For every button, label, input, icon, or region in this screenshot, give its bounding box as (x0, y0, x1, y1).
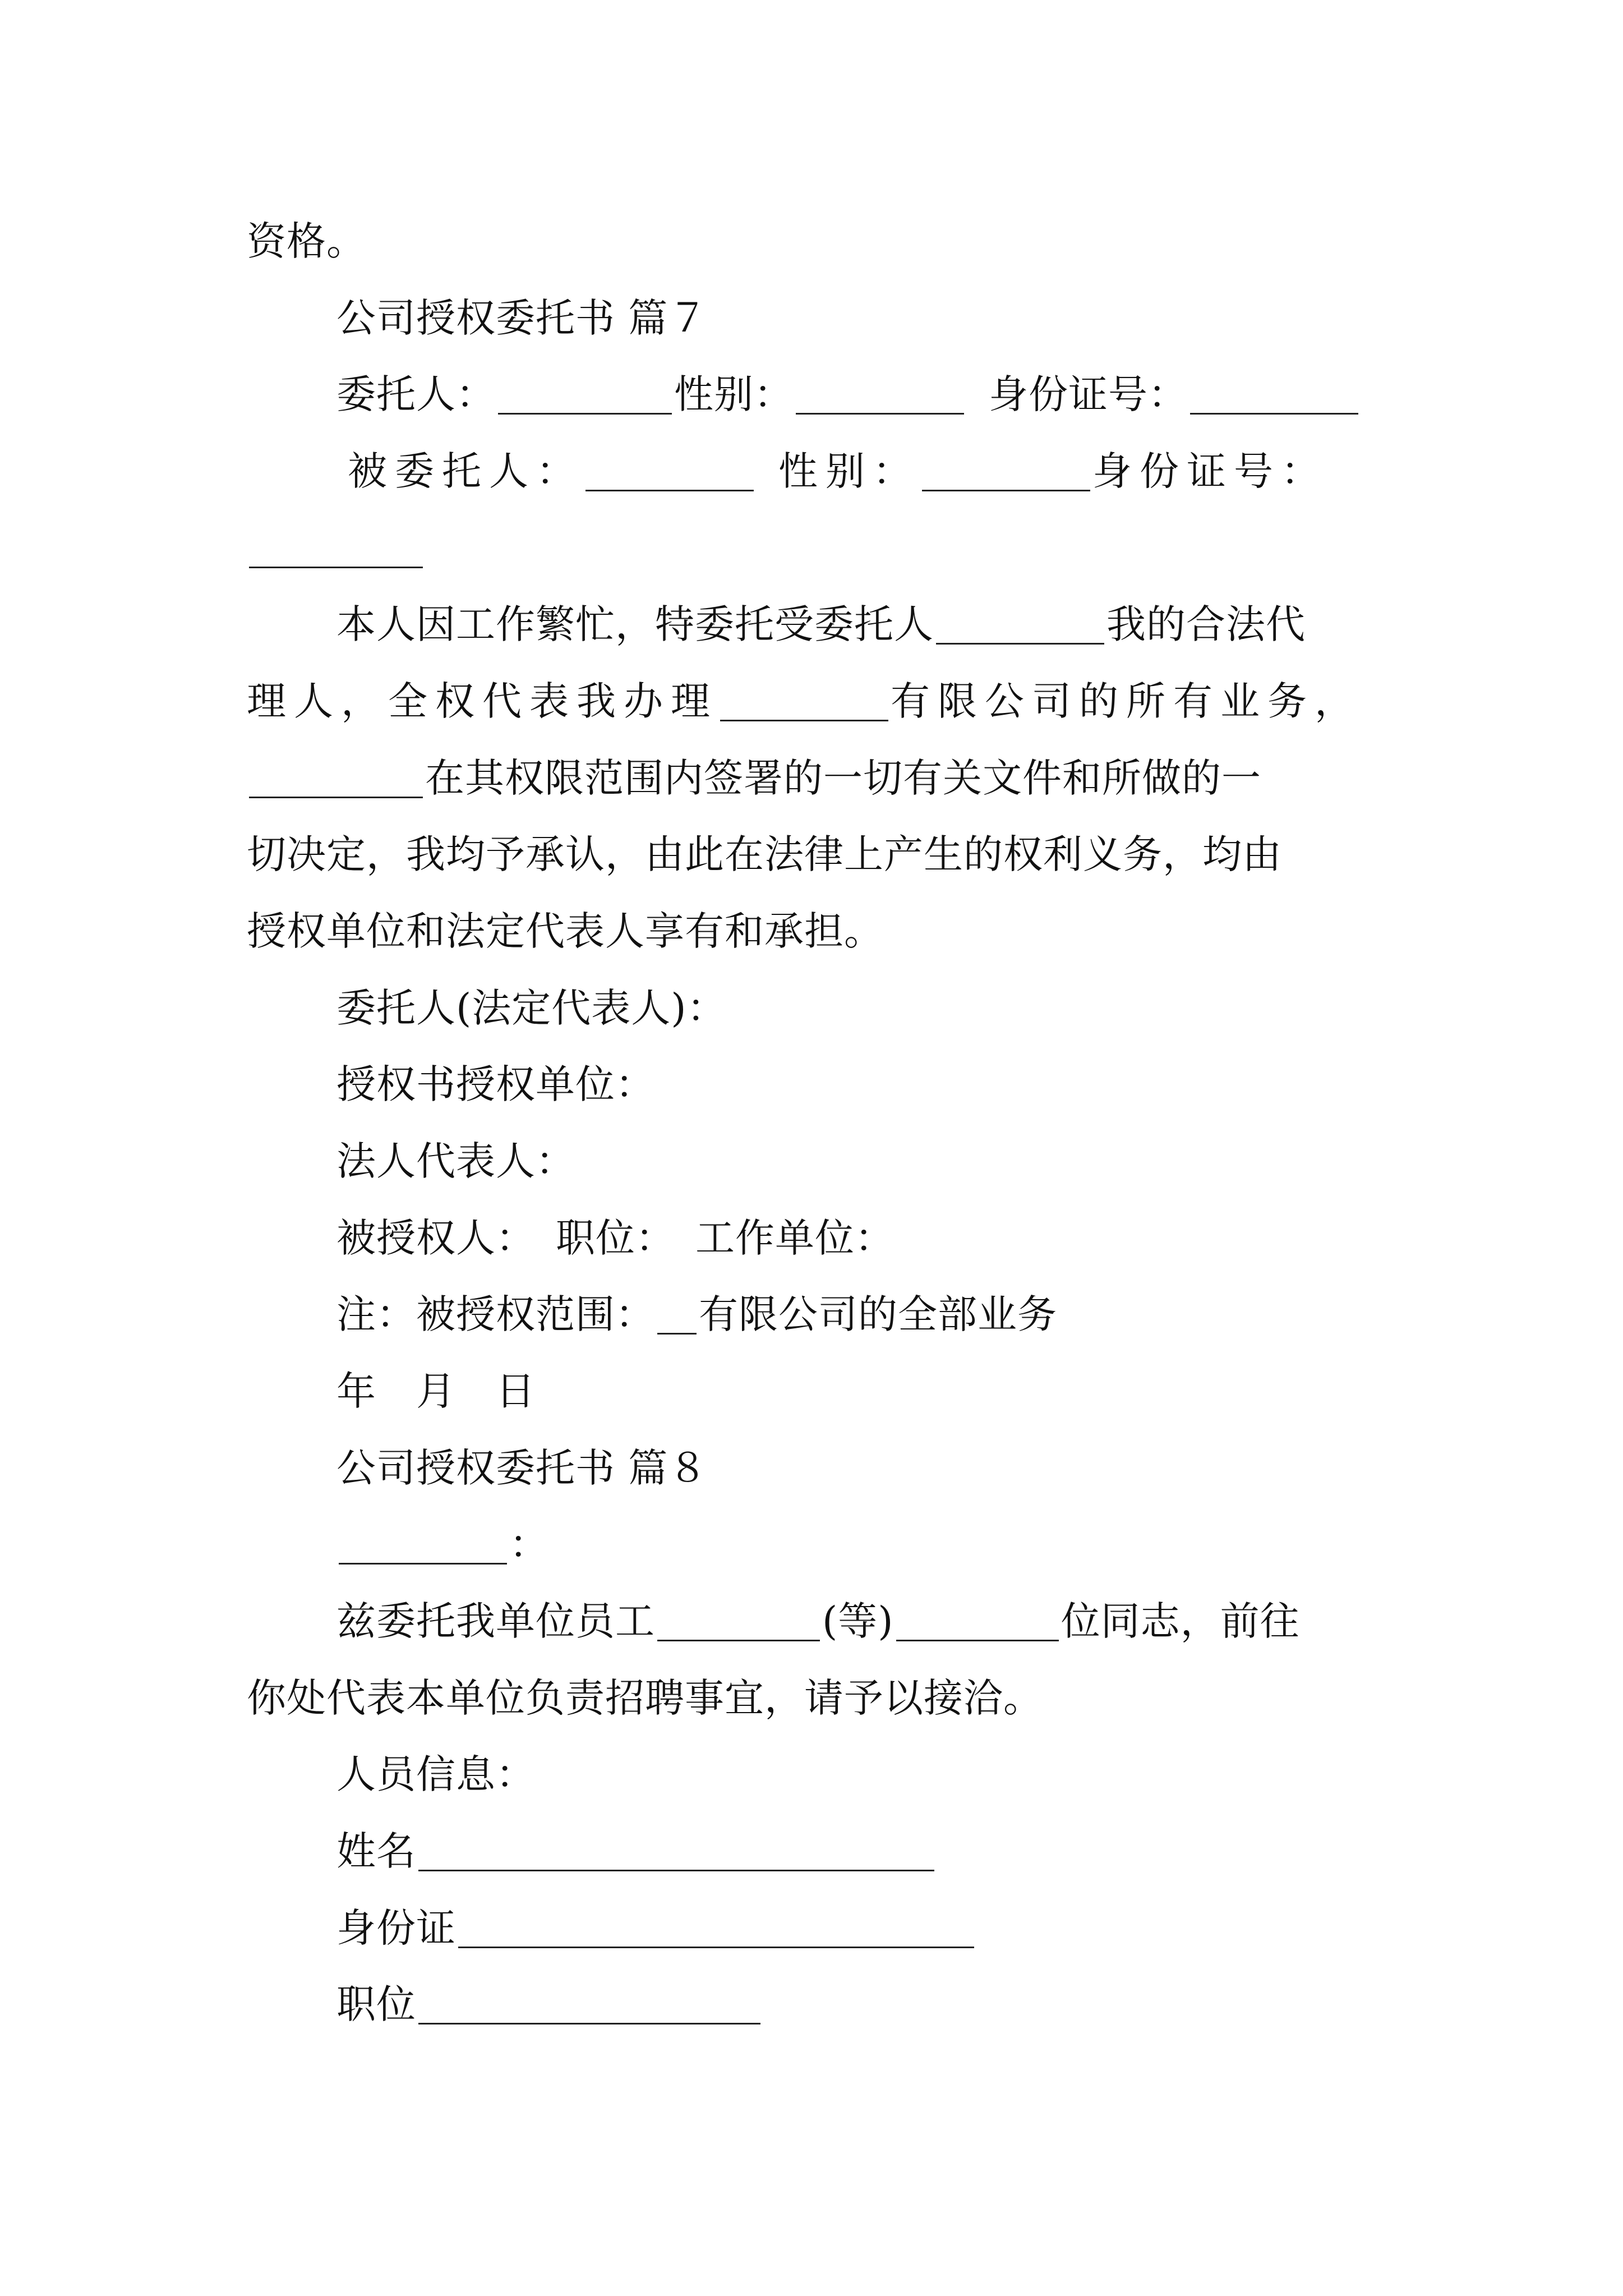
agent-blank (585, 489, 754, 491)
blank (936, 642, 1104, 645)
para1-line2 (247, 676, 1362, 726)
text: 有限公司的所有业务， (891, 678, 1362, 724)
section-heading-8 (336, 1443, 708, 1493)
position-field (336, 1979, 763, 2030)
para1-line4 (247, 829, 1282, 880)
principal-blank (498, 412, 672, 415)
label: 职位 (336, 1981, 416, 2027)
addressee-line (336, 1519, 549, 1570)
text: 被授权人： 职位： 工作单位： (336, 1215, 895, 1261)
para1-line5 (247, 906, 884, 956)
text: 有限公司的全部业务 (699, 1291, 1057, 1337)
staff-info-heading (336, 1749, 536, 1800)
agent-gender-label: 性别： (778, 448, 920, 494)
blank (458, 1946, 974, 1948)
text: 理人，全权代表我办理 (247, 678, 718, 724)
blank (418, 1869, 934, 1871)
name-field (336, 1826, 937, 1876)
para1-line3 (247, 753, 1261, 803)
text: 你处代表本单位负责招聘事宜，请予以接洽。 (247, 1675, 1043, 1721)
id-number-blank (1190, 412, 1358, 415)
text: 在其权限范围内签署的一切有关文件和所做的一 (425, 755, 1261, 801)
field-scope (336, 1289, 1057, 1340)
heading-text: 公司授权委托书 篇７ (336, 295, 708, 341)
field-legal-rep (336, 1136, 575, 1186)
blank (657, 1639, 820, 1641)
agent-gender-blank (922, 489, 1090, 491)
text: 授权书授权单位： (336, 1061, 655, 1107)
text: 注：被授权范围： (336, 1291, 655, 1337)
addressee-blank (339, 1562, 507, 1565)
agent-id-blank (249, 566, 423, 568)
para2-line2 (247, 1673, 1043, 1723)
text: (等) (822, 1598, 894, 1644)
text: 本人因工作繁忙，特委托受委托人 (336, 601, 934, 647)
line-qualification (247, 216, 366, 266)
text: 资格。 (247, 218, 366, 264)
text: 位同志，前往 (1061, 1598, 1300, 1644)
text: 兹委托我单位员工 (336, 1598, 655, 1644)
gender-blank (796, 412, 964, 415)
field-principal (336, 983, 727, 1033)
label: 姓名 (336, 1828, 416, 1874)
field-authorized-person (336, 1213, 895, 1263)
blank (896, 1639, 1059, 1641)
section-heading-7 (336, 293, 708, 343)
blank (720, 719, 888, 721)
text: 人员信息： (336, 1751, 536, 1797)
id-field (336, 1903, 976, 1953)
principal-info-row (336, 369, 1361, 420)
text: ： (509, 1521, 549, 1567)
text: 委托人(法定代表人)： (336, 985, 727, 1031)
para2-line1 (336, 1596, 1300, 1646)
text: 我的合法代 (1106, 601, 1306, 647)
agent-info-row (348, 446, 1328, 496)
principal-label: 委托人： (336, 371, 496, 417)
text: 授权单位和法定代表人享有和承担。 (247, 908, 884, 954)
text: 年 月 日 (336, 1368, 536, 1414)
date-line (336, 1366, 536, 1416)
blank (657, 1332, 697, 1335)
field-authorizing-unit (336, 1059, 655, 1110)
agent-label: 被委托人： (348, 448, 583, 494)
heading-text: 公司授权委托书 篇８ (336, 1445, 708, 1491)
blank (418, 2022, 760, 2024)
id-number-label: 身份证号： (989, 371, 1188, 417)
blank (249, 796, 423, 798)
text: 法人代表人： (336, 1138, 575, 1184)
para1-line1 (336, 599, 1306, 650)
agent-id-blank-row (247, 523, 425, 573)
gender-label: 性别： (674, 371, 794, 417)
agent-id-label: 身份证号： (1092, 448, 1328, 494)
label: 身份证 (336, 1905, 456, 1951)
text: 切决定，我均予承认，由此在法律上产生的权利义务，均由 (247, 831, 1282, 877)
